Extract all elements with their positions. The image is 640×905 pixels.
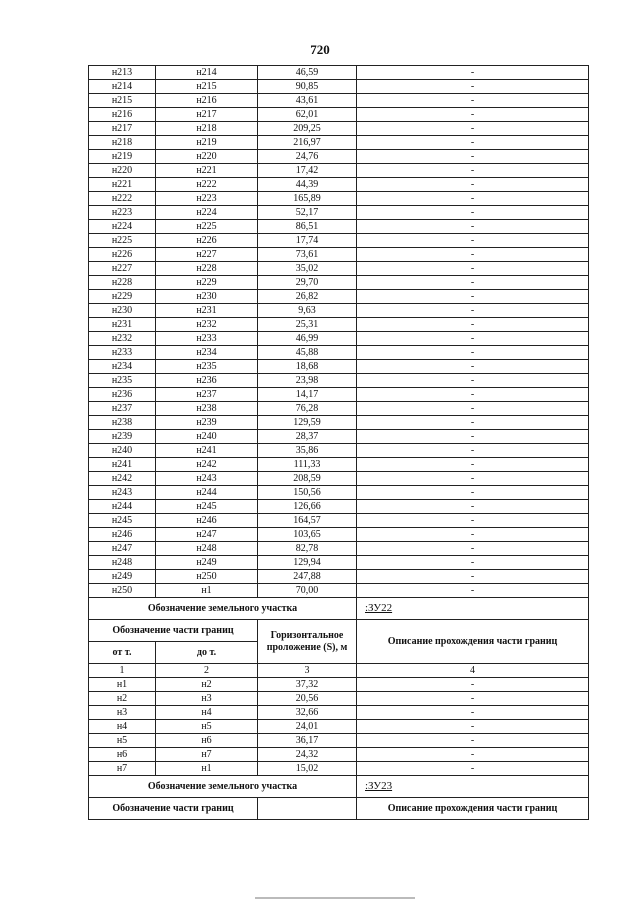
table-row — [89, 388, 589, 402]
table-row — [89, 734, 589, 748]
from-point-cell: н6 — [89, 748, 156, 762]
description-cell: - — [357, 472, 589, 486]
description-cell: - — [357, 500, 589, 514]
length-cell: 37,32 — [258, 678, 357, 692]
to-point-cell: н1 — [156, 584, 258, 598]
length-cell: 209,25 — [258, 122, 357, 136]
from-point-cell: н238 — [89, 416, 156, 430]
from-point-cell: н214 — [89, 80, 156, 94]
length-cell: 103,65 — [258, 528, 357, 542]
from-point-cell: н224 — [89, 220, 156, 234]
description-cell: - — [357, 762, 589, 776]
from-point-cell: н241 — [89, 458, 156, 472]
length-cell: 35,02 — [258, 262, 357, 276]
description-cell: - — [357, 276, 589, 290]
to-point-cell: н220 — [156, 150, 258, 164]
length-cell: 24,32 — [258, 748, 357, 762]
length-cell: 164,57 — [258, 514, 357, 528]
table-row — [89, 706, 589, 720]
length-cell: 216,97 — [258, 136, 357, 150]
description-cell: - — [357, 542, 589, 556]
from-point-cell: н250 — [89, 584, 156, 598]
column-number-2: 2 — [156, 664, 258, 678]
length-cell: 208,59 — [258, 472, 357, 486]
table-row — [89, 290, 589, 304]
description-cell: - — [357, 206, 589, 220]
description-cell: - — [357, 234, 589, 248]
length-cell: 73,61 — [258, 248, 357, 262]
description-cell: - — [357, 220, 589, 234]
length-cell: 23,98 — [258, 374, 357, 388]
length-cell: 14,17 — [258, 388, 357, 402]
length-cell: 20,56 — [258, 692, 357, 706]
length-cell: 165,89 — [258, 192, 357, 206]
length-cell: 36,17 — [258, 734, 357, 748]
length-header-empty — [258, 798, 357, 820]
to-point-cell: н223 — [156, 192, 258, 206]
table-row — [89, 692, 589, 706]
description-cell: - — [357, 416, 589, 430]
description-cell: - — [357, 458, 589, 472]
page-number: 720 — [310, 42, 330, 57]
to-point-cell: н6 — [156, 734, 258, 748]
table-row — [89, 248, 589, 262]
from-point-cell: н232 — [89, 332, 156, 346]
description-cell: - — [357, 150, 589, 164]
table-row — [89, 332, 589, 346]
to-point-cell: н247 — [156, 528, 258, 542]
table-row — [89, 178, 589, 192]
from-point-cell: н226 — [89, 248, 156, 262]
table-row — [89, 500, 589, 514]
table-row — [89, 514, 589, 528]
to-point-cell: н241 — [156, 444, 258, 458]
length-cell: 15,02 — [258, 762, 357, 776]
length-cell: 28,37 — [258, 430, 357, 444]
to-point-cell: н235 — [156, 360, 258, 374]
boundary-table — [88, 65, 589, 820]
from-point-header: от т. — [89, 642, 156, 664]
table-row — [89, 262, 589, 276]
to-point-cell: н236 — [156, 374, 258, 388]
from-point-cell: н220 — [89, 164, 156, 178]
length-cell: 32,66 — [258, 706, 357, 720]
length-cell: 76,28 — [258, 402, 357, 416]
length-cell: 24,76 — [258, 150, 357, 164]
boundary-rows-part2 — [89, 678, 589, 776]
description-cell: - — [357, 692, 589, 706]
to-point-cell: н244 — [156, 486, 258, 500]
length-cell: 82,78 — [258, 542, 357, 556]
to-point-cell: н239 — [156, 416, 258, 430]
length-cell: 52,17 — [258, 206, 357, 220]
description-cell: - — [357, 734, 589, 748]
table-row — [89, 360, 589, 374]
length-cell: 25,31 — [258, 318, 357, 332]
length-cell: 86,51 — [258, 220, 357, 234]
from-point-cell: н216 — [89, 108, 156, 122]
description-cell: - — [357, 402, 589, 416]
to-point-cell: н227 — [156, 248, 258, 262]
table-row — [89, 66, 589, 80]
to-point-cell: н242 — [156, 458, 258, 472]
description-cell: - — [357, 514, 589, 528]
table-row — [89, 472, 589, 486]
from-point-cell: н228 — [89, 276, 156, 290]
to-point-cell: н225 — [156, 220, 258, 234]
length-cell: 70,00 — [258, 584, 357, 598]
from-point-cell: н3 — [89, 706, 156, 720]
to-point-cell: н221 — [156, 164, 258, 178]
length-cell: 129,59 — [258, 416, 357, 430]
table-row — [89, 164, 589, 178]
description-cell: - — [357, 430, 589, 444]
parcel-row-zu22 — [89, 598, 589, 620]
from-point-cell: н230 — [89, 304, 156, 318]
parcel-label: Обозначение земельного участка — [89, 776, 357, 798]
table-row — [89, 458, 589, 472]
from-point-cell: н242 — [89, 472, 156, 486]
length-cell: 45,88 — [258, 346, 357, 360]
description-cell: - — [357, 318, 589, 332]
from-point-cell: н245 — [89, 514, 156, 528]
from-point-cell: н222 — [89, 192, 156, 206]
scan-edge-mark — [255, 897, 415, 899]
length-cell: 247,88 — [258, 570, 357, 584]
table-row — [89, 206, 589, 220]
length-cell: 44,39 — [258, 178, 357, 192]
table-row — [89, 444, 589, 458]
table-row — [89, 416, 589, 430]
to-point-header: до т. — [156, 642, 258, 664]
table-row — [89, 94, 589, 108]
description-cell: - — [357, 706, 589, 720]
from-point-cell: н235 — [89, 374, 156, 388]
length-cell: 17,74 — [258, 234, 357, 248]
from-point-cell: н1 — [89, 678, 156, 692]
length-cell: 35,86 — [258, 444, 357, 458]
to-point-cell: н217 — [156, 108, 258, 122]
length-header: Горизонтальное проложение (S), м — [258, 620, 357, 664]
description-cell: - — [357, 304, 589, 318]
to-point-cell: н3 — [156, 692, 258, 706]
column-number-row — [89, 664, 589, 678]
description-cell: - — [357, 374, 589, 388]
to-point-cell: н222 — [156, 178, 258, 192]
description-cell: - — [357, 388, 589, 402]
description-cell: - — [357, 748, 589, 762]
table-row — [89, 430, 589, 444]
length-cell: 18,68 — [258, 360, 357, 374]
length-cell: 46,99 — [258, 332, 357, 346]
table-row — [89, 276, 589, 290]
to-point-cell: н238 — [156, 402, 258, 416]
table-row — [89, 136, 589, 150]
table-row — [89, 584, 589, 598]
to-point-cell: н229 — [156, 276, 258, 290]
column-number-4: 4 — [357, 664, 589, 678]
description-cell: - — [357, 136, 589, 150]
parts-header: Обозначение части границ — [89, 798, 258, 820]
description-cell: - — [357, 570, 589, 584]
to-point-cell: н4 — [156, 706, 258, 720]
length-cell: 126,66 — [258, 500, 357, 514]
to-point-cell: н215 — [156, 80, 258, 94]
length-cell: 29,70 — [258, 276, 357, 290]
table-row — [89, 570, 589, 584]
to-point-cell: н5 — [156, 720, 258, 734]
length-cell: 129,94 — [258, 556, 357, 570]
table-row — [89, 678, 589, 692]
from-point-cell: н219 — [89, 150, 156, 164]
description-cell: - — [357, 720, 589, 734]
from-point-cell: н243 — [89, 486, 156, 500]
description-cell: - — [357, 164, 589, 178]
table-row — [89, 80, 589, 94]
to-point-cell: н219 — [156, 136, 258, 150]
table-row — [89, 486, 589, 500]
from-point-cell: н218 — [89, 136, 156, 150]
table-row — [89, 234, 589, 248]
table-row — [89, 192, 589, 206]
length-cell: 150,56 — [258, 486, 357, 500]
description-cell: - — [357, 290, 589, 304]
description-header: Описание прохождения части границ — [357, 620, 589, 664]
to-point-cell: н231 — [156, 304, 258, 318]
from-point-cell: н213 — [89, 66, 156, 80]
description-cell: - — [357, 262, 589, 276]
description-cell: - — [357, 108, 589, 122]
length-cell: 17,42 — [258, 164, 357, 178]
table-row — [89, 374, 589, 388]
table-row — [89, 528, 589, 542]
from-point-cell: н248 — [89, 556, 156, 570]
to-point-cell: н2 — [156, 678, 258, 692]
table-row — [89, 346, 589, 360]
to-point-cell: н230 — [156, 290, 258, 304]
table-row — [89, 542, 589, 556]
to-point-cell: н246 — [156, 514, 258, 528]
to-point-cell: н233 — [156, 332, 258, 346]
length-cell: 9,63 — [258, 304, 357, 318]
from-point-cell: н236 — [89, 388, 156, 402]
length-cell: 43,61 — [258, 94, 357, 108]
table-row — [89, 304, 589, 318]
to-point-cell: н7 — [156, 748, 258, 762]
from-point-cell: н225 — [89, 234, 156, 248]
to-point-cell: н245 — [156, 500, 258, 514]
from-point-cell: н249 — [89, 570, 156, 584]
boundary-rows-part1 — [89, 66, 589, 598]
to-point-cell: н216 — [156, 94, 258, 108]
to-point-cell: н214 — [156, 66, 258, 80]
to-point-cell: н218 — [156, 122, 258, 136]
from-point-cell: н244 — [89, 500, 156, 514]
to-point-cell: н240 — [156, 430, 258, 444]
footer-header-row — [89, 798, 589, 820]
length-cell: 46,59 — [258, 66, 357, 80]
from-point-cell: н247 — [89, 542, 156, 556]
from-point-cell: н4 — [89, 720, 156, 734]
column-number-1: 1 — [89, 664, 156, 678]
column-number-3: 3 — [258, 664, 357, 678]
description-cell: - — [357, 584, 589, 598]
table-row — [89, 108, 589, 122]
table-row — [89, 762, 589, 776]
length-cell: 111,33 — [258, 458, 357, 472]
from-point-cell: н2 — [89, 692, 156, 706]
description-cell: - — [357, 122, 589, 136]
description-cell: - — [357, 556, 589, 570]
length-cell: 62,01 — [258, 108, 357, 122]
to-point-cell: н237 — [156, 388, 258, 402]
from-point-cell: н5 — [89, 734, 156, 748]
description-cell: - — [357, 178, 589, 192]
from-point-cell: н240 — [89, 444, 156, 458]
parcel-label: Обозначение земельного участка — [89, 598, 357, 620]
to-point-cell: н228 — [156, 262, 258, 276]
table-row — [89, 402, 589, 416]
length-cell: 24,01 — [258, 720, 357, 734]
parcel-row-zu23 — [89, 776, 589, 798]
description-cell: - — [357, 528, 589, 542]
from-point-cell: н221 — [89, 178, 156, 192]
from-point-cell: н229 — [89, 290, 156, 304]
description-cell: - — [357, 332, 589, 346]
length-cell: 90,85 — [258, 80, 357, 94]
table-row — [89, 122, 589, 136]
from-point-cell: н217 — [89, 122, 156, 136]
from-point-cell: н239 — [89, 430, 156, 444]
table-row — [89, 318, 589, 332]
description-cell: - — [357, 346, 589, 360]
from-point-cell: н7 — [89, 762, 156, 776]
description-cell: - — [357, 248, 589, 262]
to-point-cell: н248 — [156, 542, 258, 556]
table-row — [89, 150, 589, 164]
description-cell: - — [357, 192, 589, 206]
parcel-code-zu23: :ЗУ23 — [357, 776, 589, 798]
table-row — [89, 720, 589, 734]
description-cell: - — [357, 444, 589, 458]
from-point-cell: н233 — [89, 346, 156, 360]
table-row — [89, 220, 589, 234]
table-header-row — [89, 620, 589, 642]
to-point-cell: н249 — [156, 556, 258, 570]
parcel-code-zu22: :ЗУ22 — [357, 598, 589, 620]
description-cell: - — [357, 678, 589, 692]
table-row — [89, 556, 589, 570]
description-header: Описание прохождения части границ — [357, 798, 589, 820]
from-point-cell: н215 — [89, 94, 156, 108]
from-point-cell: н231 — [89, 318, 156, 332]
from-point-cell: н234 — [89, 360, 156, 374]
description-cell: - — [357, 80, 589, 94]
from-point-cell: н237 — [89, 402, 156, 416]
table-row — [89, 748, 589, 762]
description-cell: - — [357, 94, 589, 108]
description-cell: - — [357, 360, 589, 374]
to-point-cell: н1 — [156, 762, 258, 776]
to-point-cell: н243 — [156, 472, 258, 486]
to-point-cell: н234 — [156, 346, 258, 360]
to-point-cell: н250 — [156, 570, 258, 584]
parts-header: Обозначение части границ — [89, 620, 258, 642]
from-point-cell: н227 — [89, 262, 156, 276]
description-cell: - — [357, 486, 589, 500]
to-point-cell: н226 — [156, 234, 258, 248]
description-cell: - — [357, 66, 589, 80]
length-cell: 26,82 — [258, 290, 357, 304]
from-point-cell: н223 — [89, 206, 156, 220]
to-point-cell: н224 — [156, 206, 258, 220]
from-point-cell: н246 — [89, 528, 156, 542]
to-point-cell: н232 — [156, 318, 258, 332]
